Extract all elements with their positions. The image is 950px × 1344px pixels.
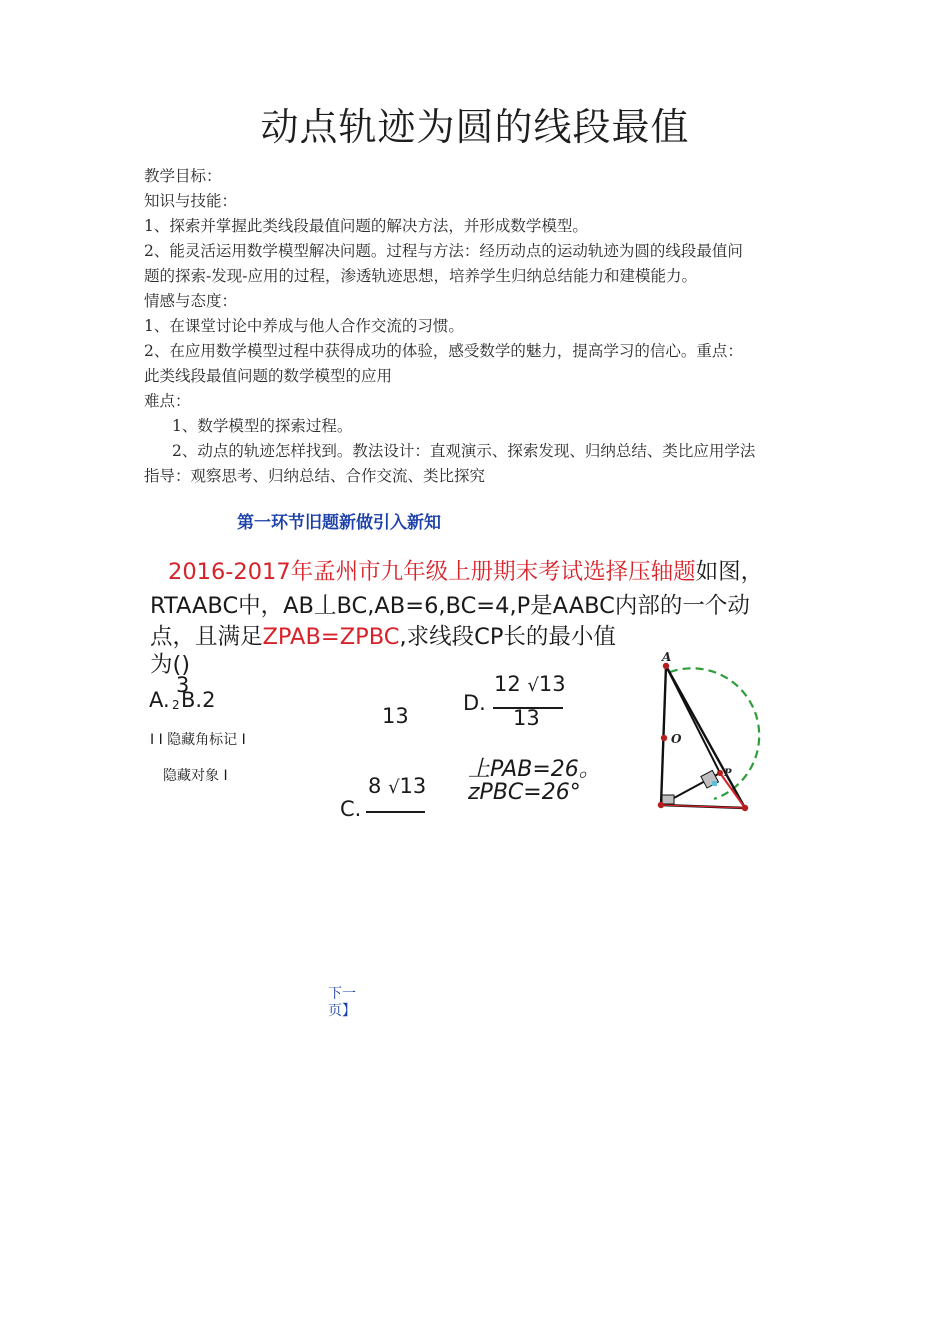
question-text: ,求线段CP长的最小值 [399, 624, 616, 650]
body-line: 此类线段最值问题的数学模型的应用 [144, 367, 393, 385]
body-line: 情感与态度： [144, 292, 238, 310]
point-b[interactable] [658, 802, 664, 808]
body-line: 2、能灵活运用数学模型解决问题。过程与方法：经历动点的运动轨迹为圆的线段最值问 [144, 242, 743, 260]
option-a-label[interactable]: A. [149, 688, 170, 712]
body-line: 知识与技能： [144, 192, 238, 210]
option-d-denominator: 13 [513, 706, 540, 730]
page-title: 动点轨迹为圆的线段最值 [260, 105, 690, 149]
question-source: 2016-2017年孟州市九年级上册期末考试选择压轴题 [168, 559, 696, 585]
body-line: 指导：观察思考、归纳总结、合作交流、类比探究 [144, 467, 486, 485]
body-line: 教学目标： [144, 167, 222, 185]
option-d-coefficient: 12 [494, 672, 521, 696]
geometry-figure [640, 645, 765, 825]
hide-angle-marks-button[interactable]: I I 隐藏角标记 I [150, 732, 246, 748]
point-marker [712, 781, 717, 786]
option-a-subscript: 2 [172, 698, 180, 712]
segment-ap [666, 666, 720, 773]
body-line: 1、数学模型的探索过程。 [172, 417, 353, 435]
angle-pbc-readout: zPBC=26° [468, 780, 581, 805]
body-line: 2、动点的轨迹怎样找到。教法设计：直观演示、探索发现、归纳总结、类比应用学法 [172, 442, 756, 460]
sqrt-icon: √ [388, 777, 400, 798]
option-d-radicand: 13 [538, 672, 566, 696]
angle-pab-readout: 上PAB=26。 [468, 757, 601, 782]
question-text: 点，且满足 [150, 624, 263, 650]
section-heading: 第一环节旧题新做引入新知 [237, 513, 441, 533]
point-p[interactable] [717, 770, 723, 776]
question-line-4: 为() [150, 652, 191, 678]
point-o[interactable] [661, 735, 667, 741]
option-a-numerator: 3 [176, 673, 190, 697]
label-p: P [724, 768, 732, 779]
fraction-bar [366, 811, 425, 813]
point-c[interactable] [742, 805, 748, 811]
hide-objects-button[interactable]: 隐藏对象 I [163, 768, 228, 784]
question-line-2: RTAABC中，AB丄BC,AB=6,BC=4,P是AABC内部的一个动 [150, 593, 750, 619]
option-b-label[interactable]: B.2 [181, 688, 216, 712]
option-c-numerator [368, 774, 426, 798]
sqrt-icon: √ [527, 675, 539, 696]
body-line: 2、在应用数学模型过程中获得成功的体验，感受数学的魅力，提高学习的信心。重点： [144, 342, 743, 360]
option-d-label[interactable]: D. [463, 691, 486, 715]
option-c-label[interactable]: C. [340, 797, 362, 821]
right-angle-mark [662, 795, 674, 804]
condition-highlight: ZPAB=ZPBC [262, 624, 400, 650]
option-c-coefficient: 8 [368, 774, 382, 798]
label-a: A [662, 650, 672, 664]
label-o: O [671, 732, 682, 746]
option-b-value: 13 [382, 704, 409, 728]
body-line: 题的探索-发现-应用的过程，渗透轨迹思想，培养学生归纳总结能力和建模能力。 [144, 267, 697, 285]
question-text: 如图， [695, 559, 764, 585]
body-line: 1、在课堂讨论中养成与他人合作交流的习惯。 [144, 317, 464, 335]
next-page-link[interactable]: 下一页】 [328, 986, 356, 1019]
body-line: 难点： [144, 392, 191, 410]
body-line: 1、探索并掌握此类线段最值问题的解决方法，并形成数学模型。 [144, 217, 588, 235]
option-c-radicand: 13 [399, 774, 427, 798]
question-line-1 [168, 554, 763, 586]
question-line-3 [150, 619, 616, 651]
option-d-numerator [494, 672, 566, 696]
